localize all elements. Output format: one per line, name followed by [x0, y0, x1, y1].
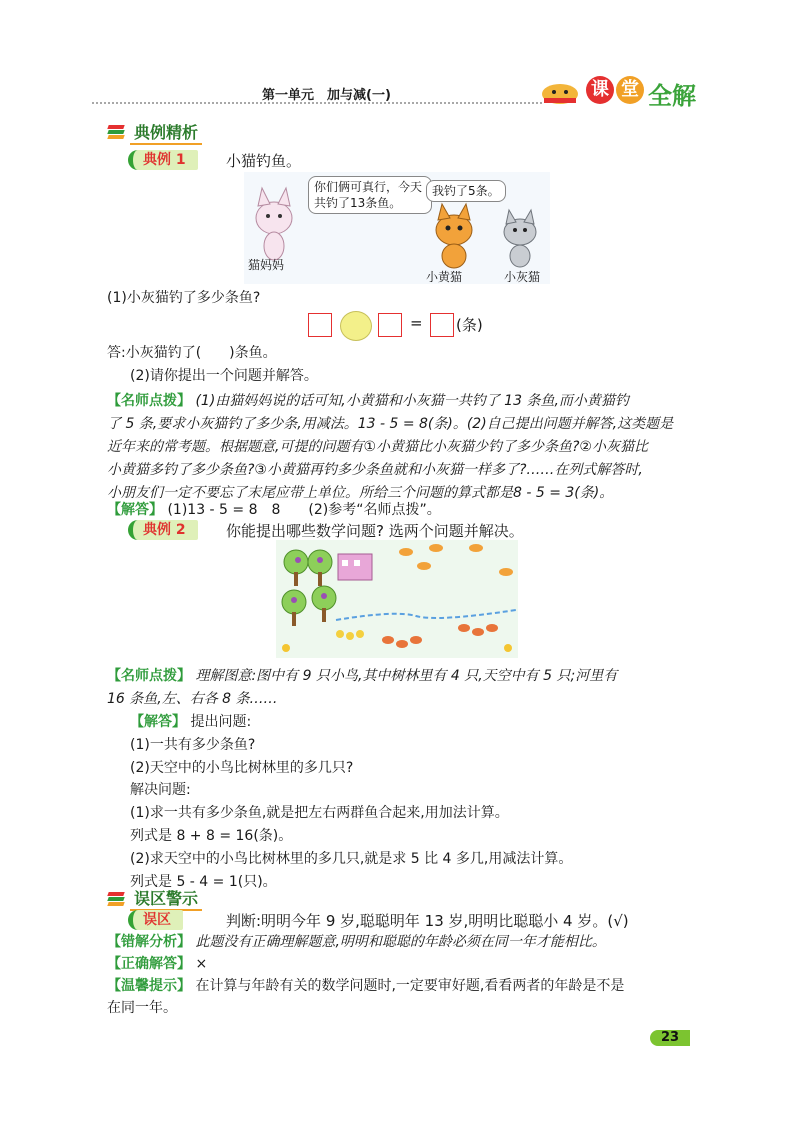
- example-1-tag: 典例 1: [128, 150, 198, 170]
- label-mom-cat: 猫妈妈: [248, 258, 285, 272]
- answer-2-line-5: 列式是 8 + 8 = 16(条)。: [130, 828, 293, 844]
- section-icon: [108, 125, 126, 139]
- example-2-tag: 典例 2: [128, 520, 198, 540]
- answer-box-1[interactable]: [308, 313, 332, 337]
- analysis-label: 【错解分析】: [107, 934, 191, 950]
- speech-bubble-yellow: 我钓了5条。: [426, 180, 506, 202]
- unit-label: (条): [456, 316, 483, 334]
- correct-label: 【正确解答】: [107, 956, 191, 972]
- analysis-text: 此题没有正确理解题意,明明和聪聪的年龄必须在同一年才能相比。: [195, 934, 606, 950]
- answer-1-label: 【解答】: [107, 502, 163, 518]
- tips-1-line-2: 了 5 条,要求小灰猫钓了多少条,用减法。13 - 5 = 8(条)。(2)自己提出问题并解答,这类题是: [107, 416, 674, 432]
- answer-2-line-4: (1)求一共有多少条鱼,就是把左右两群鱼合起来,用加法计算。: [130, 805, 509, 821]
- section-icon-2: [108, 892, 126, 906]
- label-yellow-cat: 小黄猫: [426, 270, 463, 284]
- answer-2-head: [130, 712, 251, 732]
- tips-2-label: 【名师点拨】: [107, 668, 191, 684]
- tips-1-line-3: 近年来的常考题。根据题意,可提的问题有①小黄猫比小灰猫少钓了多少条鱼?②小灰猫比: [107, 439, 648, 455]
- warm-label: 【温馨提示】: [107, 978, 191, 994]
- unit-title: 第一单元 加与减(一): [262, 88, 391, 103]
- header-divider: [92, 102, 542, 104]
- answer-2-line-3: 解决问题:: [130, 782, 191, 798]
- section-title-examples: 典例精析: [130, 120, 202, 145]
- correct-text: ×: [195, 956, 208, 972]
- warm-line-1: [107, 976, 624, 996]
- answer-1: [107, 500, 441, 520]
- logo-char-1: 课: [586, 76, 614, 104]
- example-1-title: 小猫钓鱼。: [226, 152, 302, 170]
- tips-1-label: 【名师点拨】: [107, 393, 191, 409]
- answer-2-label: 【解答】: [130, 714, 186, 730]
- tips-2-line-2: 16 条鱼,左、右各 8 条……: [107, 691, 278, 707]
- analysis-line: [107, 932, 606, 952]
- correct-line: [107, 954, 207, 974]
- scene-illustration: [276, 540, 518, 658]
- answer-2-line-2: (2)天空中的小鸟比树林里的多几只?: [130, 760, 354, 776]
- tips-1-line-4: 小黄猫多钓了多少条鱼?③小黄猫再钓多少条鱼就和小灰猫一样多了?……在列式解答时,: [107, 462, 643, 478]
- mistake-text: 判断:明明今年 9 岁,聪聪明年 13 岁,明明比聪聪小 4 岁。(√): [226, 912, 629, 930]
- tips-1-line-1: [107, 391, 629, 411]
- equals-sign: =: [410, 314, 423, 332]
- logo-tail: 全解: [648, 82, 696, 110]
- tips-2-line-1: [107, 666, 617, 686]
- scene-picture: [276, 540, 518, 658]
- bear-icon: [538, 80, 582, 104]
- answer-box-2[interactable]: [378, 313, 402, 337]
- book-logo: [538, 76, 718, 110]
- warm-text-1: 在计算与年龄有关的数学问题时,一定要审好题,看看两者的年龄是不是: [195, 978, 625, 994]
- speech-bubble-mom: 你们俩可真行，今天共钓了13条鱼。: [308, 176, 432, 214]
- answer-1-text: (1)13 - 5 = 8 8 (2)参考“名师点拨”。: [167, 502, 441, 518]
- answer-box-3[interactable]: [430, 313, 454, 337]
- example-2-title: 你能提出哪些数学问题? 选两个问题并解决。: [226, 522, 524, 540]
- cat-illustration: [244, 172, 550, 284]
- answer-2-intro: 提出问题:: [190, 714, 252, 730]
- warm-line-2: 在同一年。: [107, 1000, 177, 1016]
- question-2: (2)请你提出一个问题并解答。: [130, 368, 318, 384]
- section-title-mistakes: 误区警示: [130, 886, 202, 911]
- question-1: (1)小灰猫钓了多少条鱼?: [107, 290, 261, 306]
- page-number: 23: [650, 1030, 690, 1046]
- mistake-tag: 误区: [128, 910, 183, 930]
- label-gray-cat: 小灰猫: [504, 270, 541, 284]
- logo-char-2: 堂: [616, 76, 644, 104]
- answer-line: 答:小灰猫钓了( )条鱼。: [107, 345, 277, 361]
- operator-circle[interactable]: [340, 311, 372, 341]
- tips-1-text-1: (1)由猫妈妈说的话可知,小黄猫和小灰猫一共钓了 13 条鱼,而小黄猫钓: [195, 393, 629, 409]
- answer-2-line-1: (1)一共有多少条鱼?: [130, 737, 256, 753]
- answer-2-line-6: (2)求天空中的小鸟比树林里的多几只,就是求 5 比 4 多几,用减法计算。: [130, 851, 573, 867]
- tips-1-line-5: 小朋友们一定不要忘了末尾应带上单位。所给三个问题的算式都是8 - 5 = 3(条)。: [107, 485, 614, 501]
- tips-2-text-1: 理解图意:图中有 9 只小鸟,其中树林里有 4 只,天空中有 5 只;河里有: [195, 668, 618, 684]
- answer-2-line-7: 列式是 5 - 4 = 1(只)。: [130, 874, 277, 890]
